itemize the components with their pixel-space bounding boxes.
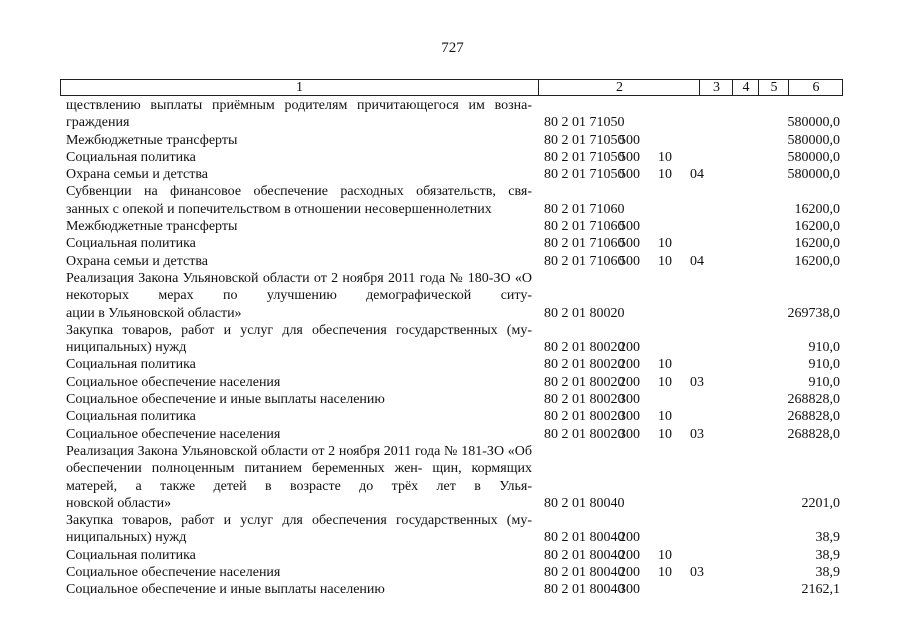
row-description (66, 270, 532, 322)
row-subsection: 04 (690, 167, 704, 183)
table-row (66, 218, 846, 235)
row-description (66, 374, 532, 391)
row-description (66, 426, 532, 443)
description-line: занных с опекой и попечительством в отношении несовершеннолетних (66, 201, 492, 217)
row-description (66, 183, 532, 218)
row-expense-type: 300 (619, 426, 640, 442)
row-expense-type: 200 (619, 565, 640, 581)
row-description (66, 132, 532, 149)
header-col-5: 5 (758, 80, 789, 95)
row-amount: 2201,0 (801, 495, 840, 511)
row-subsection: 04 (690, 253, 704, 269)
header-col-4: 4 (732, 80, 759, 95)
description-line: ниципальных) нужд (66, 530, 187, 546)
row-amount: 16200,0 (794, 201, 840, 217)
row-code: 80 2 01 80020 (544, 305, 625, 321)
table-row (66, 443, 846, 512)
row-expense-type: 500 (619, 253, 640, 269)
row-code: 80 2 01 71060 (544, 219, 625, 235)
row-code: 80 2 01 80020 (544, 340, 625, 356)
table-row (66, 374, 846, 391)
row-amount: 580000,0 (787, 132, 840, 148)
table-row (66, 149, 846, 166)
table-row (66, 512, 846, 547)
description-line: Межбюджетные трансферты (66, 132, 238, 148)
row-description (66, 235, 532, 252)
description-line: Социальное обеспечение и иные выплаты населению (66, 582, 385, 598)
row-code: 80 2 01 80040 (544, 565, 625, 581)
table-row (66, 356, 846, 373)
row-amount: 38,9 (815, 547, 840, 563)
description-line: Межбюджетные трансферты (66, 219, 238, 235)
row-description (66, 547, 532, 564)
row-expense-type: 500 (619, 149, 640, 165)
row-expense-type: 200 (619, 340, 640, 356)
row-description (66, 356, 532, 373)
row-code: 80 2 01 71050 (544, 167, 625, 183)
row-code: 80 2 01 80020 (544, 426, 625, 442)
row-code: 80 2 01 80040 (544, 495, 625, 511)
row-description (66, 322, 532, 357)
row-section: 10 (658, 357, 672, 373)
row-section: 10 (658, 149, 672, 165)
description-line: № 180-ЗО «О некоторых мерах по улучшению демографической ситу- (66, 270, 532, 304)
row-code: 80 2 01 80020 (544, 392, 625, 408)
description-line: Закупка товаров, работ и услуг для обеспечения государственных (му- (66, 513, 532, 529)
row-section: 10 (658, 409, 672, 425)
description-line: Социальное обеспечение населения (66, 565, 281, 581)
table-row (66, 322, 846, 357)
row-amount: 38,9 (815, 565, 840, 581)
row-amount: 910,0 (808, 357, 840, 373)
description-line: ществлению выплаты приёмным родителям причитающегося им возна- (66, 98, 532, 113)
table-row (66, 270, 846, 322)
row-section: 10 (658, 253, 672, 269)
description-line: ниципальных) нужд (66, 340, 187, 356)
description-line: Социальная политика (66, 409, 196, 425)
description-line: Социальная политика (66, 357, 196, 373)
table-body (66, 97, 846, 599)
description-line: граждения (66, 115, 130, 131)
row-expense-type: 500 (619, 132, 640, 148)
row-description (66, 97, 532, 132)
row-description (66, 218, 532, 235)
row-expense-type: 200 (619, 530, 640, 546)
row-description (66, 391, 532, 408)
table-row (66, 97, 846, 132)
header-col-1: 1 (296, 80, 303, 95)
row-code: 80 2 01 80040 (544, 547, 625, 563)
description-line: ации в Ульяновской области» (66, 305, 242, 321)
description-line: Социальная политика (66, 236, 196, 252)
row-code: 80 2 01 80040 (544, 582, 625, 598)
row-amount: 580000,0 (787, 149, 840, 165)
row-description (66, 512, 532, 547)
row-section: 10 (658, 547, 672, 563)
description-line: Социальное обеспечение и иные выплаты населению (66, 392, 385, 408)
row-expense-type: 300 (619, 409, 640, 425)
table-header (60, 79, 843, 96)
row-expense-type: 500 (619, 236, 640, 252)
row-subsection: 03 (690, 374, 704, 390)
row-expense-type: 300 (619, 582, 640, 598)
row-amount: 910,0 (808, 374, 840, 390)
row-description (66, 166, 532, 183)
description-line: № 181-ЗО «Об обеспечении полноценным питанием беременных жен- (66, 443, 532, 477)
row-section: 10 (658, 167, 672, 183)
row-description (66, 581, 532, 598)
description-line: Реализация Закона Ульяновской области от 2 ноября 2011 года (66, 443, 441, 459)
table-row (66, 183, 846, 218)
row-code: 80 2 01 71050 (544, 132, 625, 148)
table-row (66, 547, 846, 564)
row-amount: 16200,0 (794, 253, 840, 269)
table-row (66, 235, 846, 252)
header-col-2: 2 (538, 80, 700, 95)
row-amount: 16200,0 (794, 219, 840, 235)
row-description (66, 564, 532, 581)
row-code: 80 2 01 71050 (544, 115, 625, 131)
description-line: новской области» (66, 495, 172, 511)
table-row (66, 253, 846, 270)
table-row (66, 426, 846, 443)
row-section: 10 (658, 565, 672, 581)
row-amount: 910,0 (808, 340, 840, 356)
row-amount: 268828,0 (787, 426, 840, 442)
row-expense-type: 300 (619, 392, 640, 408)
row-amount: 269738,0 (787, 305, 840, 321)
description-line: Охрана семьи и детства (66, 167, 208, 183)
row-code: 80 2 01 71060 (544, 236, 625, 252)
description-line: Социальное обеспечение населения (66, 426, 281, 442)
row-amount: 268828,0 (787, 392, 840, 408)
row-expense-type: 500 (619, 219, 640, 235)
description-line: Социальная политика (66, 149, 196, 165)
description-line: щин, кормящих матерей, а также детей в возрасте до трёх лет в Улья- (66, 461, 533, 494)
row-subsection: 03 (690, 565, 704, 581)
row-amount: 2162,1 (801, 582, 840, 598)
table-row (66, 581, 846, 598)
header-col-6: 6 (788, 80, 843, 95)
row-description (66, 443, 532, 512)
row-code: 80 2 01 80040 (544, 530, 625, 546)
row-description (66, 253, 532, 270)
row-description (66, 408, 532, 425)
row-amount: 580000,0 (787, 167, 840, 183)
table-row (66, 408, 846, 425)
page-number: 727 (441, 40, 464, 56)
header-col-3: 3 (699, 80, 733, 95)
table-row (66, 166, 846, 183)
description-line: Закупка товаров, работ и услуг для обеспечения государственных (му- (66, 322, 532, 338)
description-line: Социальная политика (66, 547, 196, 563)
row-code: 80 2 01 80020 (544, 409, 625, 425)
row-subsection: 03 (690, 426, 704, 442)
row-expense-type: 200 (619, 547, 640, 563)
row-expense-type: 500 (619, 167, 640, 183)
row-amount: 16200,0 (794, 236, 840, 252)
row-description (66, 149, 532, 166)
description-line: Реализация Закона Ульяновской области от 2 ноября 2011 года (66, 270, 446, 286)
row-amount: 38,9 (815, 530, 840, 546)
row-code: 80 2 01 71060 (544, 253, 625, 269)
row-code: 80 2 01 80020 (544, 357, 625, 373)
row-section: 10 (658, 236, 672, 252)
row-expense-type: 200 (619, 374, 640, 390)
row-code: 80 2 01 80020 (544, 374, 625, 390)
table-row (66, 564, 846, 581)
row-section: 10 (658, 374, 672, 390)
row-code: 80 2 01 71060 (544, 201, 625, 217)
row-amount: 268828,0 (787, 409, 840, 425)
row-expense-type: 200 (619, 357, 640, 373)
row-code: 80 2 01 71050 (544, 149, 625, 165)
description-line: Социальное обеспечение населения (66, 374, 281, 390)
description-line: Субвенции на финансовое обеспечение расходных обязательств, свя- (66, 184, 532, 200)
description-line: Охрана семьи и детства (66, 253, 208, 269)
row-section: 10 (658, 426, 672, 442)
table-row (66, 132, 846, 149)
row-amount: 580000,0 (787, 115, 840, 131)
table-row (66, 391, 846, 408)
